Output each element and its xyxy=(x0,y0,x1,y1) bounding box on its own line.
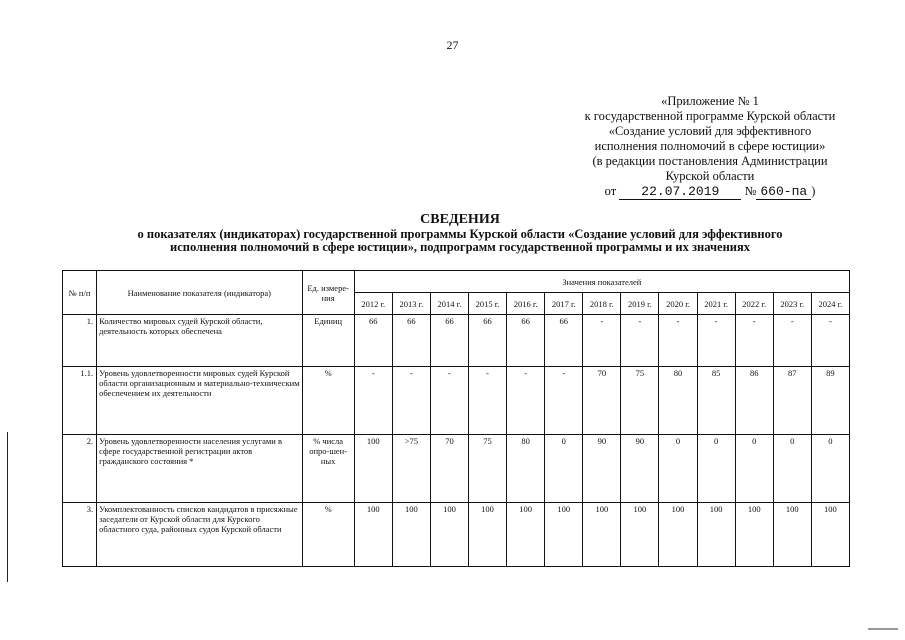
indicator-value: - xyxy=(735,315,773,367)
indicator-value: 100 xyxy=(430,503,468,567)
indicator-value: 0 xyxy=(659,435,697,503)
indicator-value: 0 xyxy=(545,435,583,503)
header-year: 2021 г. xyxy=(697,293,735,315)
indicator-value: 0 xyxy=(811,435,849,503)
indicator-value: 0 xyxy=(697,435,735,503)
header-year: 2012 г. xyxy=(354,293,392,315)
header-year: 2019 г. xyxy=(621,293,659,315)
indicator-value: 66 xyxy=(507,315,545,367)
indicator-value: - xyxy=(392,367,430,435)
indicator-unit: % xyxy=(302,367,354,435)
decree-number: 660-па xyxy=(756,184,811,200)
decree-date-line xyxy=(545,184,875,200)
indicator-name: Укомплектованность списков кандидатов в присяжные заседатели от Курской области для Курского областного суда, районных судов Курской области xyxy=(97,503,303,567)
indicator-unit: % xyxy=(302,503,354,567)
header-year: 2022 г. xyxy=(735,293,773,315)
indicator-value: - xyxy=(545,367,583,435)
heading-title: СВЕДЕНИЯ xyxy=(420,212,500,227)
indicator-value: 100 xyxy=(659,503,697,567)
appendix-line: к государственной программе Курской области xyxy=(584,109,836,123)
indicator-value: - xyxy=(811,315,849,367)
table-row xyxy=(63,435,850,503)
indicator-value: 80 xyxy=(659,367,697,435)
appendix-line: «Приложение № 1 xyxy=(661,94,759,108)
header-unit: Ед. измере-ния xyxy=(302,271,354,315)
row-number: 2. xyxy=(63,435,97,503)
header-year: 2023 г. xyxy=(773,293,811,315)
row-number: 1. xyxy=(63,315,97,367)
indicator-value: 75 xyxy=(621,367,659,435)
indicator-value: 100 xyxy=(735,503,773,567)
appendix-line: (в редакции постановления Администрации xyxy=(592,154,828,168)
indicator-value: 80 xyxy=(507,435,545,503)
indicator-unit: Единиц xyxy=(302,315,354,367)
indicator-value: 85 xyxy=(697,367,735,435)
appendix-line: Курской области xyxy=(665,169,755,183)
header-values: Значения показателей xyxy=(354,271,849,293)
indicator-value: 70 xyxy=(583,367,621,435)
appendix-line: исполнения полномочий в сфере юстиции» xyxy=(594,139,826,153)
number-prefix: № xyxy=(744,184,757,198)
indicator-value: 100 xyxy=(583,503,621,567)
indicator-value: - xyxy=(621,315,659,367)
decree-date: 22.07.2019 xyxy=(619,184,741,200)
appendix-line: «Создание условий для эффективного xyxy=(608,124,812,138)
header-year: 2024 г. xyxy=(811,293,849,315)
table-row xyxy=(63,367,850,435)
date-prefix: от xyxy=(604,184,617,198)
document-heading xyxy=(60,212,860,254)
indicators-table xyxy=(62,270,850,567)
indicator-name: Количество мировых судей Курской области, деятельность которых обеспечена xyxy=(97,315,303,367)
indicator-value: 100 xyxy=(773,503,811,567)
header-year: 2020 г. xyxy=(659,293,697,315)
scan-corner-mark xyxy=(868,628,898,630)
indicator-value: 66 xyxy=(468,315,506,367)
header-year: 2018 г. xyxy=(583,293,621,315)
indicator-value: 90 xyxy=(621,435,659,503)
indicator-value: - xyxy=(773,315,811,367)
table-row xyxy=(63,315,850,367)
scan-edge-mark xyxy=(7,432,8,582)
indicator-name: Уровень удовлетворенности мировых судей Курской области организационным и материально-техническим обеспечением их деятельности xyxy=(97,367,303,435)
row-number: 1.1. xyxy=(63,367,97,435)
header-year: 2016 г. xyxy=(507,293,545,315)
indicator-value: - xyxy=(659,315,697,367)
indicator-value: 87 xyxy=(773,367,811,435)
indicator-value: 100 xyxy=(354,503,392,567)
indicator-value: 66 xyxy=(392,315,430,367)
indicator-value: 0 xyxy=(773,435,811,503)
indicator-value: 90 xyxy=(583,435,621,503)
indicator-value: 100 xyxy=(545,503,583,567)
indicator-value: 66 xyxy=(545,315,583,367)
indicator-value: 100 xyxy=(392,503,430,567)
indicator-value: 100 xyxy=(468,503,506,567)
heading-line: о показателях (индикаторах) государственной программы Курской области «Создание условий для эффективного xyxy=(137,227,783,241)
row-number: 3. xyxy=(63,503,97,567)
header-year: 2017 г. xyxy=(545,293,583,315)
indicator-value: - xyxy=(507,367,545,435)
indicator-value: 86 xyxy=(735,367,773,435)
header-num: № п/п xyxy=(63,271,97,315)
indicator-value: - xyxy=(583,315,621,367)
header-name: Наименование показателя (индикатора) xyxy=(97,271,303,315)
indicator-value: - xyxy=(697,315,735,367)
appendix-block xyxy=(545,94,875,200)
indicator-value: 100 xyxy=(811,503,849,567)
header-year: 2015 г. xyxy=(468,293,506,315)
table-row xyxy=(63,503,850,567)
indicator-name: Уровень удовлетворенности населения услугами в сфере государственной регистрации актов гражданского состояния * xyxy=(97,435,303,503)
indicator-value: 0 xyxy=(735,435,773,503)
indicator-value: - xyxy=(430,367,468,435)
indicator-unit: % числа опро-шен-ных xyxy=(302,435,354,503)
indicator-value: 89 xyxy=(811,367,849,435)
indicator-value: 100 xyxy=(507,503,545,567)
indicator-value: 100 xyxy=(354,435,392,503)
indicator-value: 75 xyxy=(468,435,506,503)
indicator-value: 100 xyxy=(697,503,735,567)
page-number: 27 xyxy=(446,38,459,52)
indicator-value: - xyxy=(468,367,506,435)
heading-line: исполнения полномочий в сфере юстиции», подпрограмм государственной программы и их значениях xyxy=(170,240,750,254)
indicator-value: >75 xyxy=(392,435,430,503)
header-year: 2014 г. xyxy=(430,293,468,315)
closing-paren: ) xyxy=(811,184,816,198)
indicator-value: 100 xyxy=(621,503,659,567)
indicator-value: 66 xyxy=(354,315,392,367)
indicator-value: 70 xyxy=(430,435,468,503)
header-year: 2013 г. xyxy=(392,293,430,315)
indicator-value: 66 xyxy=(430,315,468,367)
indicator-value: - xyxy=(354,367,392,435)
